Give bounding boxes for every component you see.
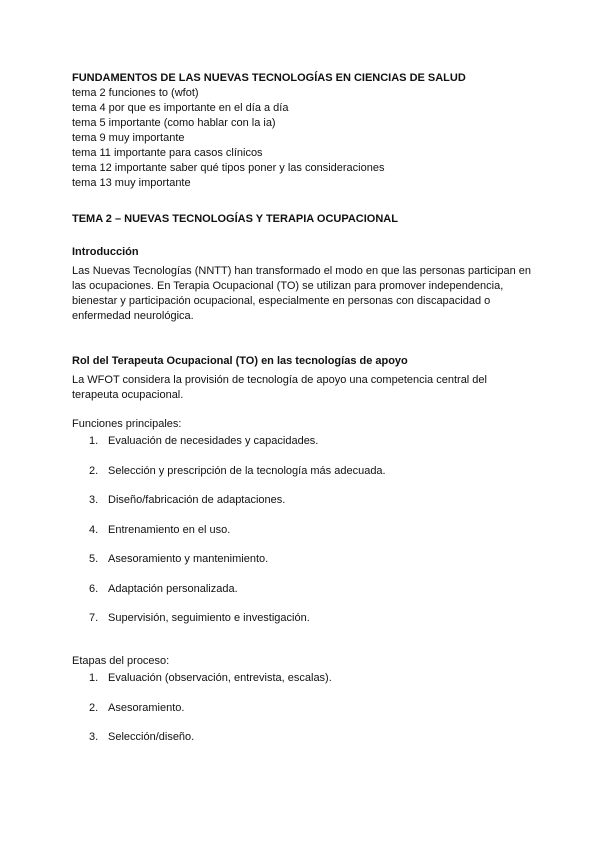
topic-note: tema 13 muy importante — [72, 177, 191, 189]
list-item — [72, 523, 532, 538]
list-item-text: Selección/diseño. — [108, 731, 195, 743]
rol-heading: Rol del Terapeuta Ocupacional (TO) en las tecnologías de apoyo — [72, 355, 408, 367]
list-item — [72, 611, 532, 626]
list-item-text: Evaluación de necesidades y capacidades. — [108, 435, 319, 447]
list-item — [72, 434, 532, 449]
list-item — [72, 552, 532, 567]
topic-note: tema 5 importante (como hablar con la ia) — [72, 117, 276, 129]
list-item — [72, 493, 532, 508]
list-number: 7. — [89, 612, 99, 624]
topic-note: tema 4 por que es importante en el día a día — [72, 102, 289, 114]
list-item — [72, 730, 532, 745]
list-item — [72, 671, 532, 686]
intro-paragraph: Las Nuevas Tecnologías (NNTT) han transformado el modo en que las personas participan en las ocupaciones. En Terapia Ocupacional (TO) se utilizan para promover independencia, bienestar y participación ocupacional, especialmente en personas con discapacidad o enfermedad neurológica. — [72, 265, 531, 322]
section-title: TEMA 2 – NUEVAS TECNOLOGÍAS Y TERAPIA OCUPACIONAL — [72, 213, 398, 225]
list-item-text: Supervisión, seguimiento e investigación. — [108, 612, 310, 624]
list-item-text: Asesoramiento. — [108, 701, 185, 714]
list-number: 3. — [89, 731, 99, 743]
list-number: 4. — [89, 523, 99, 536]
funciones-list — [72, 434, 532, 626]
topic-notes-list — [72, 86, 532, 191]
list-number: 6. — [89, 582, 99, 595]
list-item-text: Evaluación (observación, entrevista, escalas). — [108, 672, 332, 684]
list-item — [72, 582, 532, 597]
list-number: 2. — [89, 701, 99, 714]
list-item — [72, 464, 532, 479]
list-item-text: Diseño/fabricación de adaptaciones. — [108, 494, 286, 506]
funciones-label: Funciones principales: — [72, 418, 182, 430]
etapas-label: Etapas del proceso: — [72, 655, 170, 667]
topic-note: tema 9 muy importante — [72, 132, 185, 144]
list-item-text: Adaptación personalizada. — [108, 582, 238, 595]
document-title: FUNDAMENTOS DE LAS NUEVAS TECNOLOGÍAS EN CIENCIAS DE SALUD — [72, 72, 466, 84]
topic-note: tema 12 importante saber qué tipos poner y las consideraciones — [72, 162, 385, 174]
intro-heading: Introducción — [72, 246, 139, 258]
list-number: 1. — [89, 435, 99, 447]
list-item — [72, 701, 532, 716]
etapas-list — [72, 671, 532, 745]
list-number: 2. — [89, 464, 99, 477]
list-number: 3. — [89, 494, 99, 506]
document-content — [72, 70, 532, 760]
list-number: 1. — [89, 672, 99, 684]
list-item-text: Selección y prescripción de la tecnología más adecuada. — [108, 464, 386, 477]
topic-note: tema 2 funciones to (wfot) — [72, 87, 199, 99]
list-number: 5. — [89, 553, 99, 565]
topic-note: tema 11 importante para casos clínicos — [72, 147, 263, 159]
list-item-text: Asesoramiento y mantenimiento. — [108, 553, 269, 565]
rol-paragraph: La WFOT considera la provisión de tecnología de apoyo una competencia central del terapeuta ocupacional. — [72, 374, 487, 401]
list-item-text: Entrenamiento en el uso. — [108, 523, 231, 536]
